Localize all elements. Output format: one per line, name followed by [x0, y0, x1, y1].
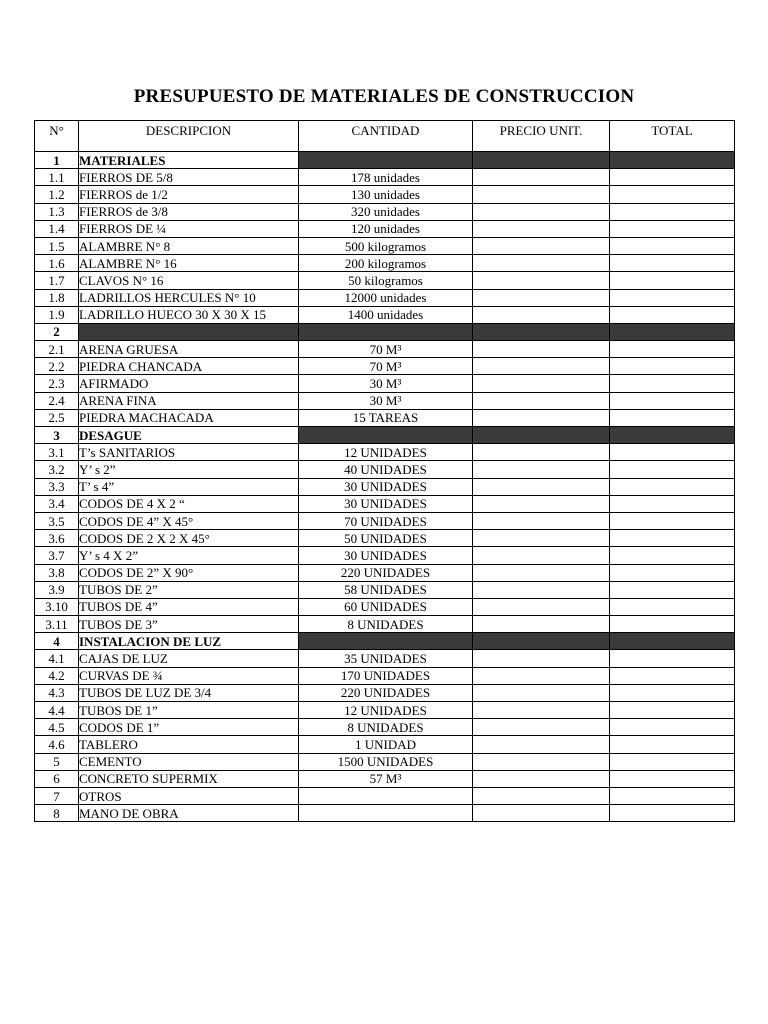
cell-total: [610, 702, 735, 719]
table-row: [35, 255, 735, 272]
cell-unit-price: [473, 392, 610, 409]
cell-total: [610, 409, 735, 426]
table-row: [35, 478, 735, 495]
cell-quantity: 40 UNIDADES: [299, 461, 473, 478]
cell-no: 2: [35, 323, 79, 340]
cell-no: 1: [35, 152, 79, 169]
cell-no: 1.9: [35, 306, 79, 323]
cell-description: CLAVOS N° 16: [79, 272, 299, 289]
table-row: [35, 667, 735, 684]
cell-description: DESAGUE: [79, 427, 299, 444]
cell-unit-price: [473, 444, 610, 461]
cell-unit-price: [473, 323, 610, 340]
cell-no: 1.8: [35, 289, 79, 306]
cell-description: PIEDRA MACHACADA: [79, 409, 299, 426]
cell-unit-price: [473, 186, 610, 203]
cell-no: 7: [35, 787, 79, 804]
cell-quantity: [299, 323, 473, 340]
cell-total: [610, 736, 735, 753]
cell-unit-price: [473, 220, 610, 237]
cell-no: 3.7: [35, 547, 79, 564]
cell-unit-price: [473, 805, 610, 822]
cell-description: CEMENTO: [79, 753, 299, 770]
cell-description: CODOS DE 2 X 2 X 45°: [79, 530, 299, 547]
table-row: [35, 770, 735, 787]
cell-quantity: 30 UNIDADES: [299, 547, 473, 564]
cell-no: 3.3: [35, 478, 79, 495]
cell-unit-price: [473, 667, 610, 684]
cell-total: [610, 805, 735, 822]
table-row: [35, 719, 735, 736]
table-row: [35, 787, 735, 804]
cell-total: [610, 667, 735, 684]
cell-total: [610, 358, 735, 375]
cell-no: 1.7: [35, 272, 79, 289]
cell-unit-price: [473, 461, 610, 478]
cell-no: 6: [35, 770, 79, 787]
cell-description: TUBOS DE LUZ DE 3/4: [79, 684, 299, 701]
cell-quantity: 12000 unidades: [299, 289, 473, 306]
cell-quantity: [299, 152, 473, 169]
column-header-quantity: CANTIDAD: [299, 121, 473, 152]
cell-quantity: 70 M³: [299, 358, 473, 375]
cell-no: 1.6: [35, 255, 79, 272]
cell-description: FIERROS DE 5/8: [79, 169, 299, 186]
cell-description: MATERIALES: [79, 152, 299, 169]
cell-quantity: 57 M³: [299, 770, 473, 787]
cell-quantity: 8 UNIDADES: [299, 719, 473, 736]
cell-total: [610, 392, 735, 409]
cell-no: 2.4: [35, 392, 79, 409]
table-row: [35, 306, 735, 323]
table-row: [35, 530, 735, 547]
cell-no: 1.5: [35, 237, 79, 254]
table-row: [35, 220, 735, 237]
cell-description: T’ s 4”: [79, 478, 299, 495]
cell-description: PIEDRA CHANCADA: [79, 358, 299, 375]
cell-quantity: 8 UNIDADES: [299, 616, 473, 633]
cell-total: [610, 272, 735, 289]
table-row: [35, 392, 735, 409]
cell-description: CAJAS DE LUZ: [79, 650, 299, 667]
cell-unit-price: [473, 478, 610, 495]
cell-total: [610, 684, 735, 701]
cell-quantity: 220 UNIDADES: [299, 684, 473, 701]
cell-no: 3.1: [35, 444, 79, 461]
table-row: [35, 203, 735, 220]
cell-unit-price: [473, 770, 610, 787]
table-row: [35, 237, 735, 254]
table-row: [35, 616, 735, 633]
cell-description: CODOS DE 4” X 45°: [79, 512, 299, 529]
column-header-no: N°: [35, 121, 79, 152]
cell-no: 4.2: [35, 667, 79, 684]
column-header-total: TOTAL: [610, 121, 735, 152]
cell-quantity: [299, 427, 473, 444]
cell-no: 3.11: [35, 616, 79, 633]
table-row: [35, 444, 735, 461]
cell-quantity: 30 M³: [299, 375, 473, 392]
cell-total: [610, 530, 735, 547]
table-body: [35, 152, 735, 822]
cell-unit-price: [473, 719, 610, 736]
cell-description: TABLERO: [79, 736, 299, 753]
cell-description: CONCRETO SUPERMIX: [79, 770, 299, 787]
cell-quantity: 70 UNIDADES: [299, 512, 473, 529]
cell-no: 2.3: [35, 375, 79, 392]
cell-quantity: 320 unidades: [299, 203, 473, 220]
cell-unit-price: [473, 702, 610, 719]
column-header-description: DESCRIPCION: [79, 121, 299, 152]
cell-no: 4.5: [35, 719, 79, 736]
cell-quantity: 200 kilogramos: [299, 255, 473, 272]
table-row: [35, 341, 735, 358]
cell-no: 4.3: [35, 684, 79, 701]
cell-no: 3.5: [35, 512, 79, 529]
cell-quantity: 1500 UNIDADES: [299, 753, 473, 770]
cell-quantity: 30 UNIDADES: [299, 495, 473, 512]
cell-total: [610, 289, 735, 306]
cell-description: TUBOS DE 1”: [79, 702, 299, 719]
table-row: [35, 650, 735, 667]
cell-description: INSTALACION DE LUZ: [79, 633, 299, 650]
cell-no: 2.1: [35, 341, 79, 358]
cell-total: [610, 633, 735, 650]
cell-total: [610, 719, 735, 736]
cell-no: 4.4: [35, 702, 79, 719]
cell-description: TUBOS DE 2”: [79, 581, 299, 598]
table-row: [35, 581, 735, 598]
cell-description: OTROS: [79, 787, 299, 804]
section-row: [35, 323, 735, 340]
cell-description: LADRILLO HUECO 30 X 30 X 15: [79, 306, 299, 323]
cell-quantity: 12 UNIDADES: [299, 444, 473, 461]
cell-unit-price: [473, 306, 610, 323]
cell-unit-price: [473, 495, 610, 512]
cell-description: CODOS DE 1”: [79, 719, 299, 736]
cell-unit-price: [473, 341, 610, 358]
cell-total: [610, 306, 735, 323]
cell-description: FIERROS de 1/2: [79, 186, 299, 203]
cell-description: CODOS DE 4 X 2 “: [79, 495, 299, 512]
cell-total: [610, 616, 735, 633]
cell-quantity: 130 unidades: [299, 186, 473, 203]
cell-no: 3.2: [35, 461, 79, 478]
table-row: [35, 375, 735, 392]
cell-unit-price: [473, 753, 610, 770]
table-row: [35, 736, 735, 753]
cell-description: CODOS DE 2” X 90°: [79, 564, 299, 581]
cell-total: [610, 186, 735, 203]
cell-description: AFIRMADO: [79, 375, 299, 392]
cell-unit-price: [473, 512, 610, 529]
cell-no: 1.2: [35, 186, 79, 203]
cell-total: [610, 650, 735, 667]
cell-quantity: 30 UNIDADES: [299, 478, 473, 495]
cell-description: ALAMBRE N° 8: [79, 237, 299, 254]
cell-quantity: [299, 633, 473, 650]
cell-description: CURVAS DE ¾: [79, 667, 299, 684]
cell-unit-price: [473, 169, 610, 186]
cell-total: [610, 581, 735, 598]
cell-unit-price: [473, 736, 610, 753]
cell-total: [610, 220, 735, 237]
cell-no: 5: [35, 753, 79, 770]
cell-no: 3.6: [35, 530, 79, 547]
cell-description: ARENA FINA: [79, 392, 299, 409]
cell-unit-price: [473, 237, 610, 254]
cell-unit-price: [473, 650, 610, 667]
cell-unit-price: [473, 684, 610, 701]
table-row: [35, 753, 735, 770]
cell-unit-price: [473, 427, 610, 444]
cell-description: TUBOS DE 3”: [79, 616, 299, 633]
cell-description: FIERROS de 3/8: [79, 203, 299, 220]
cell-description: [79, 323, 299, 340]
column-header-unit-price: PRECIO UNIT.: [473, 121, 610, 152]
table-header-row: [35, 121, 735, 152]
table-row: [35, 564, 735, 581]
cell-quantity: 220 UNIDADES: [299, 564, 473, 581]
cell-total: [610, 444, 735, 461]
section-row: [35, 633, 735, 650]
cell-unit-price: [473, 598, 610, 615]
cell-total: [610, 598, 735, 615]
cell-no: 4: [35, 633, 79, 650]
cell-description: TUBOS DE 4”: [79, 598, 299, 615]
table-row: [35, 547, 735, 564]
table-row: [35, 512, 735, 529]
cell-total: [610, 547, 735, 564]
cell-unit-price: [473, 787, 610, 804]
page-title: PRESUPUESTO DE MATERIALES DE CONSTRUCCION: [133, 86, 635, 107]
table-row: [35, 684, 735, 701]
cell-quantity: 30 M³: [299, 392, 473, 409]
cell-quantity: [299, 787, 473, 804]
cell-description: Y’ s 4 X 2”: [79, 547, 299, 564]
cell-no: 1.4: [35, 220, 79, 237]
cell-unit-price: [473, 547, 610, 564]
table-row: [35, 289, 735, 306]
cell-unit-price: [473, 358, 610, 375]
cell-quantity: 50 kilogramos: [299, 272, 473, 289]
cell-no: 3.4: [35, 495, 79, 512]
cell-no: 2.5: [35, 409, 79, 426]
cell-unit-price: [473, 633, 610, 650]
table-row: [35, 598, 735, 615]
cell-quantity: 500 kilogramos: [299, 237, 473, 254]
cell-total: [610, 255, 735, 272]
cell-total: [610, 495, 735, 512]
cell-total: [610, 375, 735, 392]
table-row: [35, 272, 735, 289]
cell-quantity: 12 UNIDADES: [299, 702, 473, 719]
cell-quantity: 50 UNIDADES: [299, 530, 473, 547]
section-row: [35, 427, 735, 444]
cell-no: 4.6: [35, 736, 79, 753]
cell-unit-price: [473, 289, 610, 306]
cell-description: LADRILLOS HERCULES N° 10: [79, 289, 299, 306]
cell-total: [610, 564, 735, 581]
cell-no: 3: [35, 427, 79, 444]
cell-description: ALAMBRE N° 16: [79, 255, 299, 272]
cell-no: 8: [35, 805, 79, 822]
cell-total: [610, 427, 735, 444]
cell-unit-price: [473, 203, 610, 220]
table-row: [35, 702, 735, 719]
cell-quantity: 1400 unidades: [299, 306, 473, 323]
cell-quantity: 35 UNIDADES: [299, 650, 473, 667]
cell-quantity: 170 UNIDADES: [299, 667, 473, 684]
section-row: [35, 152, 735, 169]
cell-total: [610, 169, 735, 186]
cell-total: [610, 323, 735, 340]
cell-total: [610, 478, 735, 495]
cell-quantity: 58 UNIDADES: [299, 581, 473, 598]
cell-total: [610, 770, 735, 787]
cell-total: [610, 152, 735, 169]
cell-unit-price: [473, 255, 610, 272]
table-row: [35, 805, 735, 822]
cell-total: [610, 237, 735, 254]
cell-total: [610, 461, 735, 478]
cell-quantity: 120 unidades: [299, 220, 473, 237]
cell-no: 3.9: [35, 581, 79, 598]
cell-no: 2.2: [35, 358, 79, 375]
cell-no: 1.1: [35, 169, 79, 186]
cell-total: [610, 512, 735, 529]
cell-unit-price: [473, 375, 610, 392]
cell-no: 1.3: [35, 203, 79, 220]
cell-total: [610, 787, 735, 804]
cell-unit-price: [473, 616, 610, 633]
cell-quantity: 178 unidades: [299, 169, 473, 186]
table-row: [35, 495, 735, 512]
cell-unit-price: [473, 581, 610, 598]
cell-no: 4.1: [35, 650, 79, 667]
cell-unit-price: [473, 152, 610, 169]
cell-quantity: 15 TAREAS: [299, 409, 473, 426]
cell-description: T’s SANITARIOS: [79, 444, 299, 461]
cell-description: Y’ s 2”: [79, 461, 299, 478]
cell-quantity: 70 M³: [299, 341, 473, 358]
cell-total: [610, 753, 735, 770]
table-row: [35, 186, 735, 203]
table-row: [35, 461, 735, 478]
cell-description: MANO DE OBRA: [79, 805, 299, 822]
cell-quantity: [299, 805, 473, 822]
cell-unit-price: [473, 530, 610, 547]
cell-unit-price: [473, 272, 610, 289]
table-row: [35, 358, 735, 375]
table-row: [35, 409, 735, 426]
cell-quantity: 1 UNIDAD: [299, 736, 473, 753]
table-row: [35, 169, 735, 186]
cell-unit-price: [473, 409, 610, 426]
cell-quantity: 60 UNIDADES: [299, 598, 473, 615]
cell-no: 3.10: [35, 598, 79, 615]
cell-no: 3.8: [35, 564, 79, 581]
cell-unit-price: [473, 564, 610, 581]
cell-description: ARENA GRUESA: [79, 341, 299, 358]
budget-table: [34, 120, 735, 822]
cell-total: [610, 341, 735, 358]
cell-description: FIERROS DE ¼: [79, 220, 299, 237]
cell-total: [610, 203, 735, 220]
